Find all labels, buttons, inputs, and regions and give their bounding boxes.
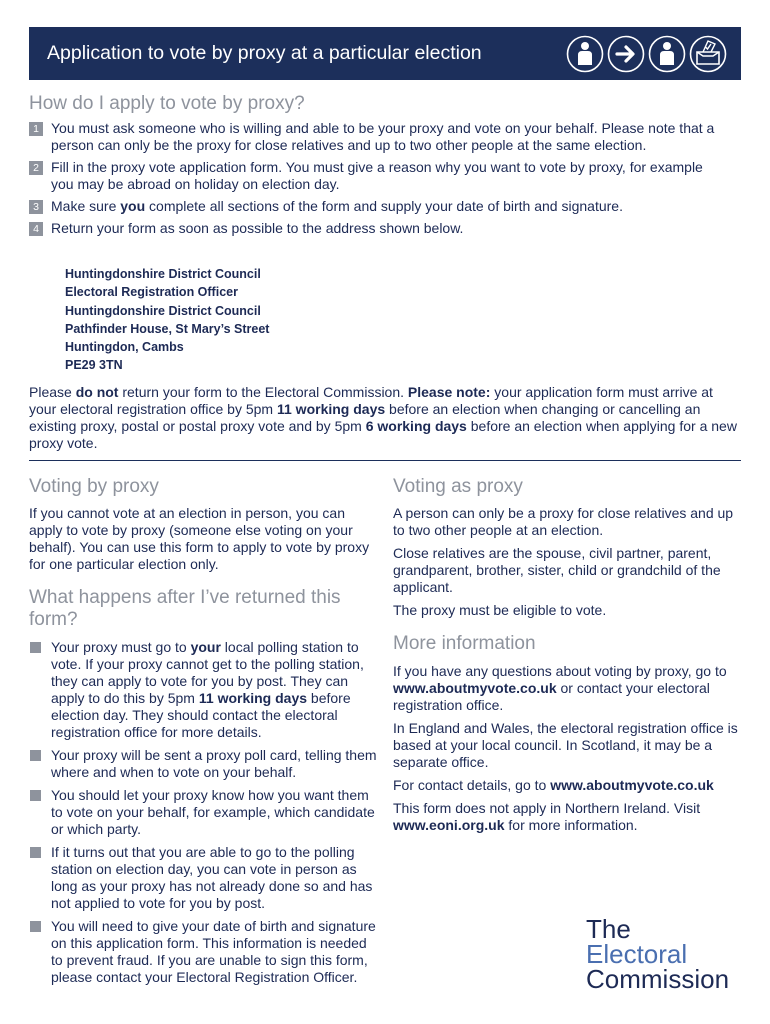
step-text: [51, 198, 623, 214]
steps-list: [29, 120, 729, 242]
step-text-part: complete all sections of the form and supply your date of birth and signature.: [145, 198, 623, 214]
right-column: [393, 476, 738, 840]
voting-as-proxy-p1: A person can only be a proxy for close relatives and up to two other people at an election.: [393, 505, 734, 538]
logo-line: Electoral: [586, 939, 688, 969]
para-text: If you have any questions about voting by proxy, go to: [393, 663, 727, 679]
step-text: You must ask someone who is willing and able to be your proxy and vote on your behalf. Please note that a person can only be the proxy for close relatives and up to two other people at the same election.: [51, 120, 715, 153]
more-info-p3: [393, 777, 738, 794]
note-emphasis: 6 working days: [365, 418, 467, 434]
logo-line: The: [586, 914, 631, 944]
step-item: [29, 159, 729, 193]
bullet-text: Your proxy will be sent a proxy poll card, telling them where and when to vote on your behalf.: [51, 747, 377, 780]
after-list: [29, 639, 379, 986]
voting-by-proxy-heading: Voting by proxy: [29, 476, 159, 497]
list-item: [29, 844, 379, 912]
more-info-heading: More information: [393, 633, 536, 654]
deadline-note: [29, 384, 741, 452]
voting-as-proxy-p3: The proxy must be eligible to vote.: [393, 602, 607, 618]
voting-by-proxy-text: If you cannot vote at an election in person, you can apply to vote by proxy (someone else voting on your behalf). You can use this form to apply to vote by proxy for one particular election only.: [29, 505, 370, 572]
bullet-text: You will need to give your date of birth and signature on this application form. This information is needed to prevent fraud. If you are unable to sign this form, please contact your Electoral Registration Officer.: [51, 918, 376, 985]
arrow-right-icon: [607, 35, 645, 73]
apply-heading: How do I apply to vote by proxy?: [29, 93, 305, 114]
step-number: 2: [29, 161, 43, 175]
bullet-text: local polling station to vote. If your proxy cannot get to the polling station, they can apply to vote for you by post. They can apply to do this by 5pm: [51, 639, 364, 706]
bullet-text: Your proxy must go to: [51, 639, 191, 655]
step-text: Fill in the proxy vote application form. You must give a reason why you want to vote by proxy, for example you may be abroad on holiday on election day.: [51, 159, 703, 192]
logo-line: Commission: [586, 964, 730, 994]
para-text: This form does not apply in Northern Ireland. Visit: [393, 800, 701, 816]
page-title: Application to vote by proxy at a particular election: [47, 42, 482, 64]
list-item: [29, 747, 379, 781]
step-item: [29, 120, 729, 154]
list-item: [29, 918, 379, 986]
aboutmyvote-link[interactable]: www.aboutmyvote.co.uk: [393, 680, 557, 696]
aboutmyvote-link[interactable]: www.aboutmyvote.co.uk: [550, 777, 714, 793]
left-column: [29, 476, 379, 992]
person-icon: [566, 35, 604, 73]
bullet-text: If it turns out that you are able to go to the polling station on election day, you can vote in person as long as your proxy has not already done so and has not applied to vote for you by post.: [51, 844, 373, 911]
address-line: Huntingdonshire District Council: [65, 303, 261, 318]
address-line: PE29 3TN: [65, 358, 123, 373]
note-text: return your form to the Electoral Commission.: [118, 384, 408, 400]
note-text: Please: [29, 384, 76, 400]
step-text-part: Make sure: [51, 198, 121, 214]
bullet-square-icon: [30, 921, 41, 932]
step-text-emphasis: you: [120, 198, 146, 214]
address-line: Pathfinder House, St Mary’s Street: [65, 321, 270, 336]
return-address: [65, 265, 269, 375]
bullet-text: before election day. They should contact the electoral registration office for more details.: [51, 690, 351, 740]
address-line: Huntingdonshire District Council: [65, 267, 261, 281]
electoral-commission-logo: [586, 914, 730, 994]
note-text: your application form must arrive at your electoral registration office by 5pm: [29, 384, 713, 417]
voting-as-proxy-heading: Voting as proxy: [393, 476, 523, 497]
note-text: before an election when applying for a new proxy vote.: [29, 418, 737, 451]
bullet-square-icon: [30, 847, 41, 858]
list-item: [29, 639, 379, 741]
after-heading: What happens after I’ve returned this form?: [29, 587, 341, 630]
bullet-square-icon: [30, 790, 41, 801]
step-number: 3: [29, 200, 43, 214]
list-item: [29, 787, 379, 838]
bullet-square-icon: [30, 750, 41, 761]
voting-as-proxy-p2: Close relatives are the spouse, civil partner, parent, grandparent, brother, sister, child or grandchild of the applicant.: [393, 545, 721, 595]
address-line: Huntingdon, Cambs: [65, 340, 184, 355]
note-emphasis: 11 working days: [276, 401, 386, 417]
more-info-p2: In England and Wales, the electoral registration office is based at your local council. In Scotland, it may be a separate office.: [393, 720, 738, 770]
bullet-text: You should let your proxy know how you want them to vote on your behalf, for example, which candidate or which party.: [51, 787, 375, 837]
header-icons: [566, 35, 727, 73]
para-text: For contact details, go to: [393, 777, 551, 793]
more-info-p1: [393, 663, 738, 714]
step-item: [29, 198, 729, 215]
step-text: Return your form as soon as possible to the address shown below.: [51, 220, 464, 236]
bullet-emphasis: your: [190, 639, 221, 655]
note-emphasis: Please note:: [407, 384, 491, 400]
para-text: or contact your electoral registration office.: [393, 680, 710, 713]
step-item: [29, 220, 729, 237]
section-divider: [29, 460, 741, 461]
step-number: 4: [29, 222, 43, 236]
bullet-square-icon: [30, 642, 41, 653]
note-text: before an election when changing or cancelling an existing proxy, postal or postal proxy vote and by 5pm: [29, 401, 701, 434]
bullet-emphasis: 11 working days: [198, 690, 308, 706]
note-emphasis: do not: [75, 384, 119, 400]
header-banner: [29, 27, 741, 80]
person-icon: [648, 35, 686, 73]
para-text: for more information.: [504, 817, 638, 833]
step-number: 1: [29, 122, 43, 136]
address-line: Electoral Registration Officer: [65, 285, 238, 300]
ballot-box-icon: [689, 35, 727, 73]
eoni-link[interactable]: www.eoni.org.uk: [393, 817, 505, 833]
more-info-p4: [393, 800, 738, 834]
